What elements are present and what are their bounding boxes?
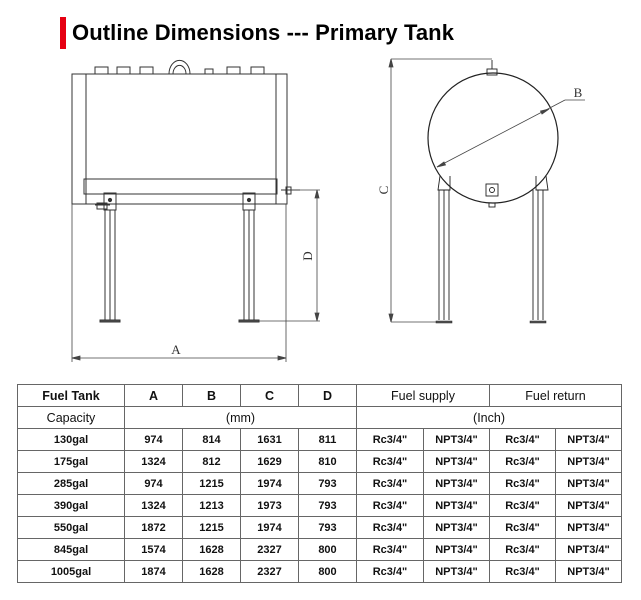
cell-a: 1574 — [125, 539, 183, 561]
cell-return-rc: Rc3/4" — [490, 561, 556, 583]
cell-a: 1874 — [125, 561, 183, 583]
cell-return-rc: Rc3/4" — [490, 473, 556, 495]
cell-b: 1628 — [183, 539, 241, 561]
dimension-label-b: B — [573, 85, 583, 100]
header-mm-unit: (mm) — [125, 407, 357, 429]
cell-a: 974 — [125, 473, 183, 495]
cell-return-npt: NPT3/4" — [556, 429, 622, 451]
cell-a: 1324 — [125, 495, 183, 517]
cell-supply-npt: NPT3/4" — [424, 517, 490, 539]
cell-c: 1974 — [241, 517, 299, 539]
table-row — [18, 429, 622, 451]
cell-return-rc: Rc3/4" — [490, 451, 556, 473]
table-header-row-1 — [18, 385, 622, 407]
cell-a: 1872 — [125, 517, 183, 539]
cell-capacity: 845gal — [18, 539, 125, 561]
table-row — [18, 495, 622, 517]
header-c: C — [241, 385, 299, 407]
cell-return-npt: NPT3/4" — [556, 473, 622, 495]
cell-supply-rc: Rc3/4" — [357, 517, 424, 539]
cell-d: 800 — [299, 561, 357, 583]
cell-return-npt: NPT3/4" — [556, 495, 622, 517]
front-view-dimensions — [72, 190, 320, 362]
cell-c: 1973 — [241, 495, 299, 517]
table-header-row-2 — [18, 407, 622, 429]
cell-capacity: 175gal — [18, 451, 125, 473]
cell-supply-npt: NPT3/4" — [424, 451, 490, 473]
cell-supply-npt: NPT3/4" — [424, 561, 490, 583]
cell-b: 1628 — [183, 561, 241, 583]
cell-b: 812 — [183, 451, 241, 473]
cell-supply-rc: Rc3/4" — [357, 495, 424, 517]
header-d: D — [299, 385, 357, 407]
header-capacity: Capacity — [18, 407, 125, 429]
cell-return-rc: Rc3/4" — [490, 539, 556, 561]
cell-c: 2327 — [241, 561, 299, 583]
table-row — [18, 539, 622, 561]
cell-return-rc: Rc3/4" — [490, 495, 556, 517]
cell-supply-rc: Rc3/4" — [357, 539, 424, 561]
cell-capacity: 1005gal — [18, 561, 125, 583]
dimension-label-d: D — [300, 251, 315, 261]
front-view — [72, 60, 300, 322]
cell-return-rc: Rc3/4" — [490, 429, 556, 451]
cell-d: 800 — [299, 539, 357, 561]
cell-c: 1631 — [241, 429, 299, 451]
cell-d: 793 — [299, 495, 357, 517]
header-fuel-tank: Fuel Tank — [18, 385, 125, 407]
cell-supply-npt: NPT3/4" — [424, 429, 490, 451]
cell-b: 1215 — [183, 473, 241, 495]
cell-b: 814 — [183, 429, 241, 451]
cell-c: 1974 — [241, 473, 299, 495]
dimension-label-a: A — [171, 342, 181, 357]
cell-return-npt: NPT3/4" — [556, 517, 622, 539]
table-row — [18, 473, 622, 495]
cell-capacity: 130gal — [18, 429, 125, 451]
cell-b: 1213 — [183, 495, 241, 517]
cell-c: 1629 — [241, 451, 299, 473]
cell-d: 810 — [299, 451, 357, 473]
header-a: A — [125, 385, 183, 407]
cell-a: 1324 — [125, 451, 183, 473]
table-row — [18, 517, 622, 539]
dimensions-table — [17, 384, 622, 583]
cell-supply-npt: NPT3/4" — [424, 539, 490, 561]
side-view-dimensions — [389, 59, 585, 322]
cell-supply-rc: Rc3/4" — [357, 561, 424, 583]
dimension-label-c: C — [376, 185, 391, 195]
header-b: B — [183, 385, 241, 407]
cell-capacity: 285gal — [18, 473, 125, 495]
cell-capacity: 550gal — [18, 517, 125, 539]
cell-supply-rc: Rc3/4" — [357, 429, 424, 451]
page-title: Outline Dimensions --- Primary Tank — [72, 20, 455, 45]
header-fuel-supply: Fuel supply — [357, 385, 490, 407]
cell-supply-rc: Rc3/4" — [357, 451, 424, 473]
table-row — [18, 561, 622, 583]
cell-c: 2327 — [241, 539, 299, 561]
cell-return-npt: NPT3/4" — [556, 451, 622, 473]
cell-supply-npt: NPT3/4" — [424, 495, 490, 517]
table-row — [18, 451, 622, 473]
cell-supply-npt: NPT3/4" — [424, 473, 490, 495]
cell-supply-rc: Rc3/4" — [357, 473, 424, 495]
cell-b: 1215 — [183, 517, 241, 539]
cell-return-npt: NPT3/4" — [556, 561, 622, 583]
cell-d: 811 — [299, 429, 357, 451]
header-inch-unit: (Inch) — [357, 407, 622, 429]
cell-d: 793 — [299, 473, 357, 495]
cell-return-npt: NPT3/4" — [556, 539, 622, 561]
cell-d: 793 — [299, 517, 357, 539]
cell-a: 974 — [125, 429, 183, 451]
cell-return-rc: Rc3/4" — [490, 517, 556, 539]
header-fuel-return: Fuel return — [490, 385, 622, 407]
cell-capacity: 390gal — [18, 495, 125, 517]
side-view — [428, 60, 558, 323]
